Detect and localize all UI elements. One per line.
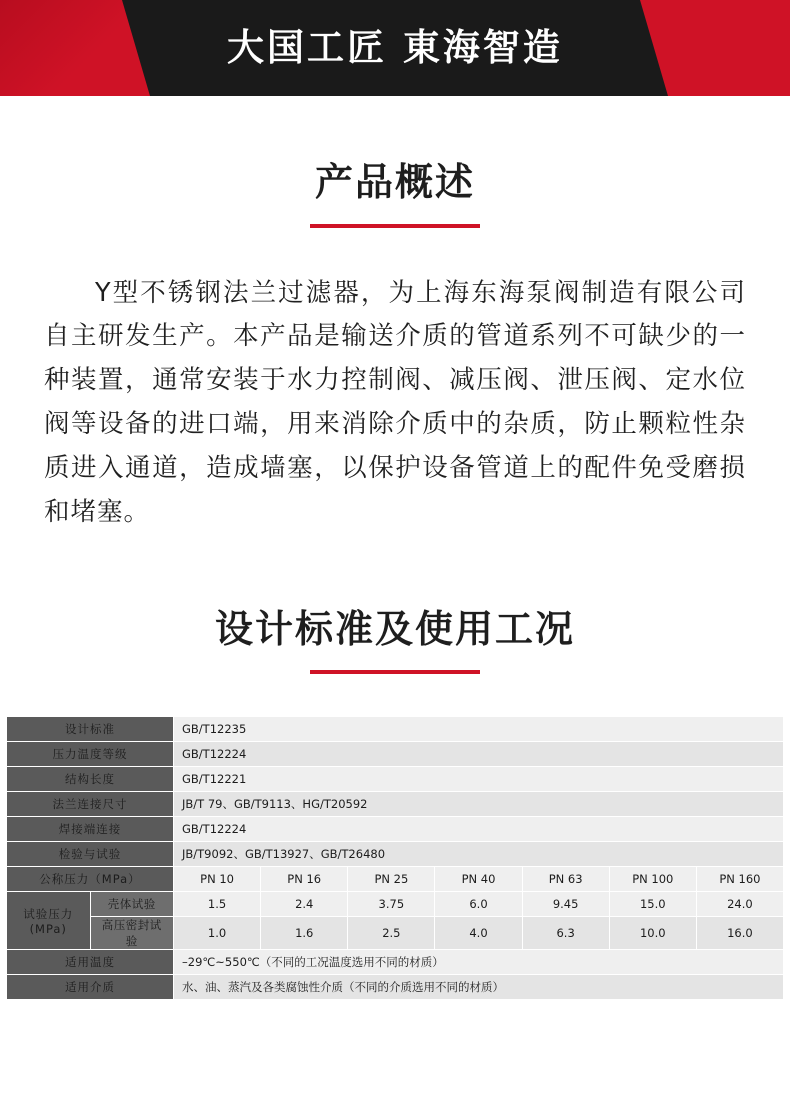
row-value: JB/T9092、GB/T13927、GB/T26480 — [174, 842, 784, 867]
cell-value: 24.0 — [696, 892, 783, 917]
banner-title: 大国工匠 東海智造 — [227, 26, 563, 69]
row-label: 适用介质 — [7, 975, 174, 1000]
table-row — [7, 792, 784, 817]
cell-pn: PN 10 — [174, 867, 261, 892]
cell-value: 10.0 — [609, 917, 696, 950]
table-row-nominal-pressure — [7, 867, 784, 892]
row-label: 设计标准 — [7, 717, 174, 742]
cell-pn: PN 40 — [435, 867, 522, 892]
spec-table — [6, 716, 784, 1000]
cell-value: 2.4 — [261, 892, 348, 917]
cell-value: 16.0 — [696, 917, 783, 950]
cell-value: 4.0 — [435, 917, 522, 950]
table-row — [7, 842, 784, 867]
row-value: –29℃~550℃（不同的工况温度选用不同的材质） — [174, 950, 784, 975]
row-label: 公称压力（MPa） — [7, 867, 174, 892]
cell-value: 1.6 — [261, 917, 348, 950]
table-row-medium — [7, 975, 784, 1000]
row-label: 法兰连接尺寸 — [7, 792, 174, 817]
row-value: GB/T12221 — [174, 767, 784, 792]
cell-value: 1.5 — [174, 892, 261, 917]
section-title-standards: 设计标准及使用工况 — [214, 606, 575, 651]
table-row — [7, 742, 784, 767]
row-value: 水、油、蒸汽及各类腐蚀性介质（不同的介质选用不同的材质） — [174, 975, 784, 1000]
table-row — [7, 717, 784, 742]
cell-value: 3.75 — [348, 892, 435, 917]
cell-pn: PN 63 — [522, 867, 609, 892]
table-row-shell-test — [7, 892, 784, 917]
cell-pn: PN 16 — [261, 867, 348, 892]
row-label: 压力温度等级 — [7, 742, 174, 767]
cell-pn: PN 100 — [609, 867, 696, 892]
table-row — [7, 817, 784, 842]
cell-value: 6.0 — [435, 892, 522, 917]
table-row — [7, 767, 784, 792]
cell-pn: PN 160 — [696, 867, 783, 892]
cell-value: 9.45 — [522, 892, 609, 917]
row-value: GB/T12224 — [174, 817, 784, 842]
cell-value: 2.5 — [348, 917, 435, 950]
cell-value: 15.0 — [609, 892, 696, 917]
section-header-overview — [0, 160, 790, 228]
spec-table-wrapper — [6, 716, 784, 1000]
row-value: GB/T12235 — [174, 717, 784, 742]
row-label: 结构长度 — [7, 767, 174, 792]
cell-value: 6.3 — [522, 917, 609, 950]
table-row-temperature — [7, 950, 784, 975]
section-header-standards — [0, 607, 790, 675]
row-label: 适用温度 — [7, 950, 174, 975]
cell-pn: PN 25 — [348, 867, 435, 892]
row-label: 焊接端连接 — [7, 817, 174, 842]
section-underline — [310, 670, 480, 674]
row-label-test-pressure: 试验压力(MPa) — [7, 892, 91, 950]
row-value: JB/T 79、GB/T9113、HG/T20592 — [174, 792, 784, 817]
section-title-overview: 产品概述 — [314, 160, 475, 204]
section-underline — [310, 224, 480, 228]
row-value: GB/T12224 — [174, 742, 784, 767]
row-label: 检验与试验 — [7, 842, 174, 867]
overview-paragraph: Y型不锈钢法兰过滤器，为上海东海泵阀制造有限公司自主研发生产。本产品是输送介质的管道系列不可缺少的一种装置，通常安装于水力控制阀、减压阀、泄压阀、定水位阀等设备的进口端，用来消除介质中的杂质，防止颗粒性杂质进入通道，造成墙塞，以保护设备管道上的配件免受磨损和堵塞。 — [44, 277, 746, 527]
row-sublabel: 高压密封试验 — [90, 917, 174, 950]
table-row-seal-test — [7, 917, 784, 950]
cell-value: 1.0 — [174, 917, 261, 950]
page-banner — [0, 0, 790, 96]
row-sublabel: 壳体试验 — [90, 892, 174, 917]
